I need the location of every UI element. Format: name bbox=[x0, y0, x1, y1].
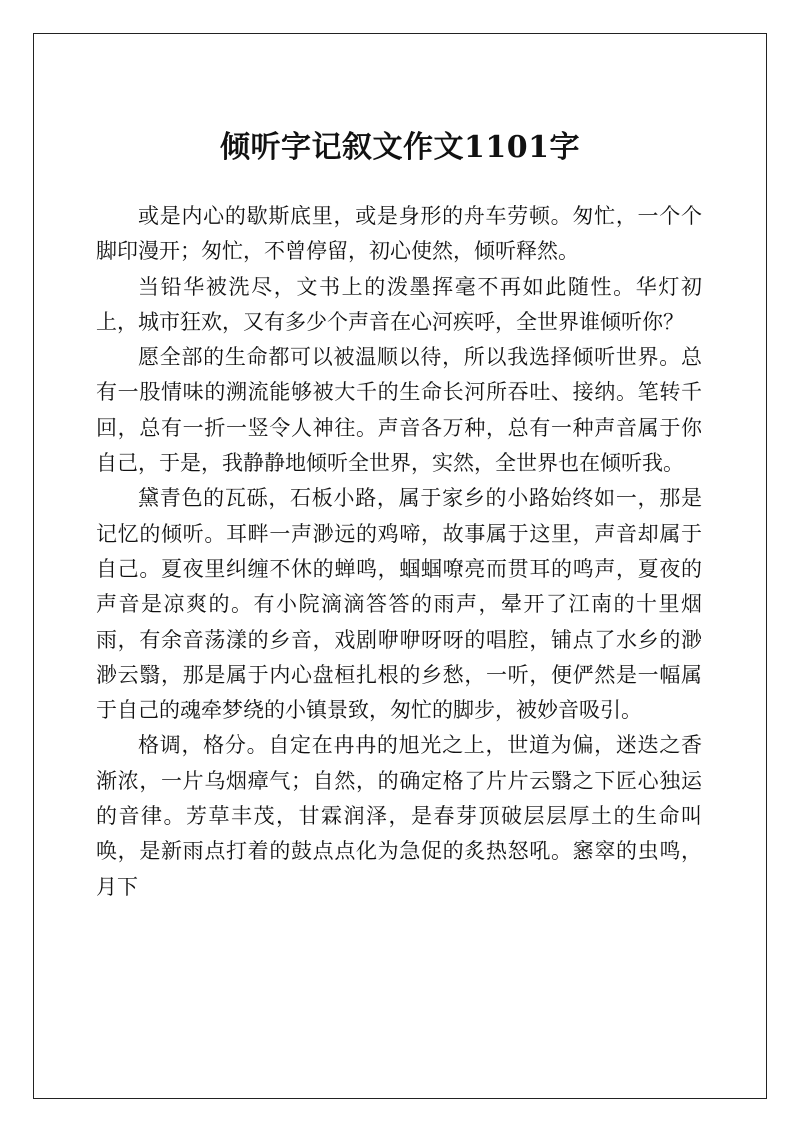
paragraph-4: 黛青色的瓦砾，石板小路，属于家乡的小路始终如一，那是记忆的倾听。耳畔一声渺远的鸡啼，故事属于这里，声音却属于自己。夏夜里纠缠不休的蝉鸣，蝈蝈嘹亮而贯耳的鸣声，夏夜的声音是凉爽的。有小院滴滴答答的雨声，晕开了江南的十里烟雨，有余音荡漾的乡音，戏剧咿咿呀呀的唱腔，铺点了水乡的渺渺云翳，那是属于内心盘桓扎根的乡愁，一听，便俨然是一幅属于自己的魂牵梦绕的小镇景致，匆忙的脚步，被妙音吸引。 bbox=[96, 486, 702, 723]
document-body bbox=[96, 199, 702, 905]
paragraph-5: 格调，格分。自定在冉冉的旭光之上，世道为偏，迷迭之香渐浓，一片乌烟瘴气；自然，的确定格了片片云翳之下匠心独运的音律。芳草丰茂，甘霖润泽，是春芽顶破层层厚土的生命叫唤，是新雨点打着的鼓点点化为急促的炙热怒吼。窸窣的虫鸣，月下 bbox=[96, 733, 702, 899]
paragraph-2: 当铅华被洗尽，文书上的泼墨挥毫不再如此随性。华灯初上，城市狂欢，又有多少个声音在心河疾呼，全世界谁倾听你？ bbox=[96, 274, 702, 334]
paragraph-1: 或是内心的歇斯底里，或是身形的舟车劳顿。匆忙，一个个脚印漫开；匆忙，不曾停留，初心使然，倾听释然。 bbox=[96, 204, 702, 264]
paragraph-3: 愿全部的生命都可以被温顺以待，所以我选择倾听世界。总有一股情味的溯流能够被大千的生命长河所吞吐、接纳。笔转千回，总有一折一竖令人神往。声音各万种，总有一种声音属于你自己，于是，我静静地倾听全世界，实然，全世界也在倾听我。 bbox=[96, 345, 702, 476]
document-title: 倾听字记叙文作文1101字 bbox=[220, 130, 580, 165]
